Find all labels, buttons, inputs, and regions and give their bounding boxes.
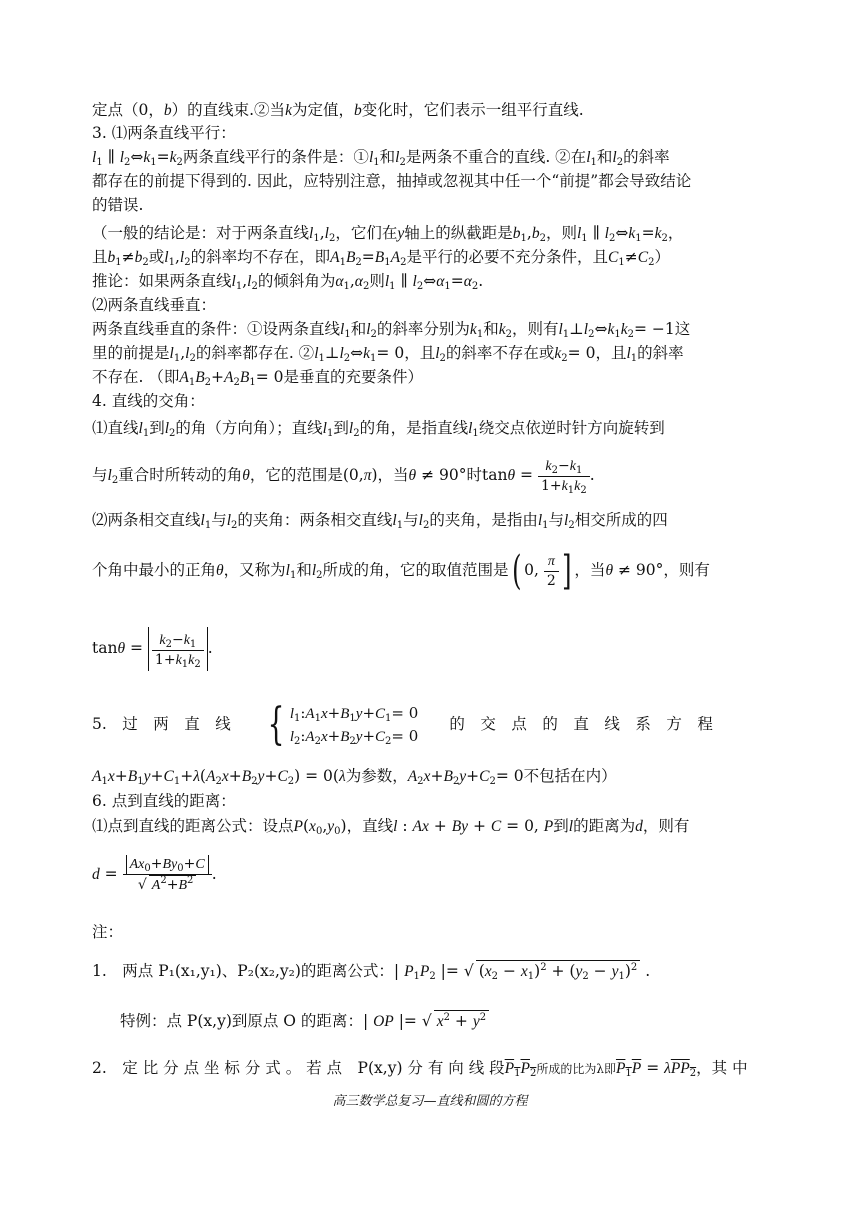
line-corollary: 推论：如果两条直线$l_1,l_2$的倾斜角为$\alpha_1,\alpha_2$则$l_1$ ∥ $l_2\Leftrightarrow\alpha_1=\alpha_2$.: [92, 272, 484, 292]
tan-fraction: $\frac{k_2-k_1}{1+k_1k_2}$: [538, 457, 590, 496]
line-perpendicular-condition: 两条直线垂直的条件：①设两条直线$l_1$和$l_2$的斜率分别为$k_1$和$k_2$，则有$l_1\perp l_2\Leftrightarrow k_1k_2= -1$这: [92, 320, 691, 340]
line-18-tan-abs: tanθ = $\frac{k_2-k_1}{1+k_1k_2}$ .: [92, 626, 772, 671]
line-19-system: 5. 过 两 直 线 { $l_1:A_1x+B_1y+C_1= 0$ $l_2:A_2x+B_2y+C_2= 0$ 的 交 点 的 直 线 系 方 程: [92, 699, 713, 750]
line-23-distance-formula: d = $\frac{Ax_0+By_0+C}{√ A^2+B^2}$ .: [92, 856, 217, 893]
line-25: 1. 两点 P₁(x₁,y₁)、P₂(x₂,y₂)的距离公式：| $P_1P_2$ |= √ $(x_2 - x_1)^2 + (y_2 - y_1)^2$ .: [92, 962, 651, 982]
section-perpendicular-heading: ⑵两条直线垂直：: [92, 296, 217, 314]
page-footer: 高三数学总复习—直线和圆的方程: [332, 1094, 528, 1109]
section-6-heading: 6. 点到直线的距离：: [92, 792, 236, 810]
line-5: 的错误.: [92, 196, 144, 214]
tan-abs-fraction: $\frac{k_2-k_1}{1+k_1k_2}$: [148, 627, 208, 671]
equation-system: $l_1:A_1x+B_1y+C_1= 0$ $l_2:A_2x+B_2y+C_2= 0$: [289, 704, 419, 747]
pi-half-fraction: $\frac{\pi}{2}$: [544, 552, 559, 590]
line-20: $A_1x+B_1y+C_1+\lambda(A_2x+B_2y+C_2) = 0(\lambda$为参数，$A_2x+B_2y+C_2= 0$不包括在内）: [92, 767, 617, 787]
line-14: ⑴直线$l_1$到$l_2$的角（方向角）；直线$l_1$到$l_2$的角，是指直线$l_1$绕交点依逆时针方向旋转到: [92, 419, 665, 439]
line-parallel-condition: $l_1$ ∥ $l_2\Leftrightarrow k_1=k_2$两条直线平行的条件是：$①l_1$和$l_2$是两条不重合的直线. ②在$l_1$和$l_2$的斜率: [92, 148, 670, 168]
line-12: 不存在. （即$A_1B_2+A_2B_1= 0$是垂直的充要条件）: [92, 368, 424, 388]
line-11: 里的前提是$l_1,l_2$的斜率都存在. $②l_1\perp l_2\Leftrightarrow k_1= 0$，且$l_2$的斜率不存在或$k_2= 0$，且$l_1$的斜率: [92, 344, 684, 364]
line-16: ⑵两条相交直线$l_1$与$l_2$的夹角：两条相交直线$l_1$与$l_2$的夹角，是指由$l_1$与$l_2$相交所成的四: [92, 511, 668, 531]
line-4: 都存在的前提下得到的. 因此，应特别注意，抽掉或忽视其中任一个“前提”都会导致结论: [92, 172, 692, 190]
line-general-conclusion: （一般的结论是：对于两条直线$l_1,l_2$，它们在y轴上的纵截距是$b_1,b_2$，则$l_1$ ∥ $l_2\Leftrightarrow k_1=k_2$，: [92, 224, 684, 244]
line-17: 个角中最小的正角θ，又称为$l_1$和$l_2$所成的角，它的取值范围是( 0, $\frac{\pi}{2}$ ] ，当θ ≠ 90°，则有: [92, 548, 710, 594]
line-1: 定点（0，b）的直线束.②当k为定值，b变化时，它们表示一组平行直线.: [92, 101, 584, 119]
section-3-heading: 3. ⑴两条直线平行：: [92, 124, 236, 142]
line-7: 且$b_1\ne b_2$或$l_1,l_2$的斜率均不存在，即$A_1B_2=B_1A_2$是平行的必要不充分条件，且$C_1\ne C_2$）: [92, 248, 670, 268]
line-15: 与$l_2$重合时所转动的角θ，它的范围是(0,π)，当θ ≠ 90°时tanθ = $\frac{k_2-k_1}{1+k_1k_2}$ .: [92, 457, 595, 496]
line-27: 2. 定 比 分 点 坐 标 分 式 。 若 点 P(x,y) 分 有 向 线 段$P_1P_2$所成的比为λ即$P_1P = \lambda PP_2$，其 中: [92, 1059, 748, 1079]
line-22: ⑴点到直线的距离公式：设点$P(x_0,y_0)$，直线l : Ax + By + C = 0, P到l的距离为d，则有: [92, 817, 690, 837]
distance-fraction: $\frac{Ax_0+By_0+C}{√ A^2+B^2}$: [123, 855, 212, 895]
line-26: 特例：点 P(x,y)到原点 O 的距离：| OP |= √ $x^2 + y^2$: [120, 1010, 800, 1032]
note-label: 注：: [92, 923, 124, 941]
section-4-heading: 4. 直线的交角：: [92, 392, 205, 410]
